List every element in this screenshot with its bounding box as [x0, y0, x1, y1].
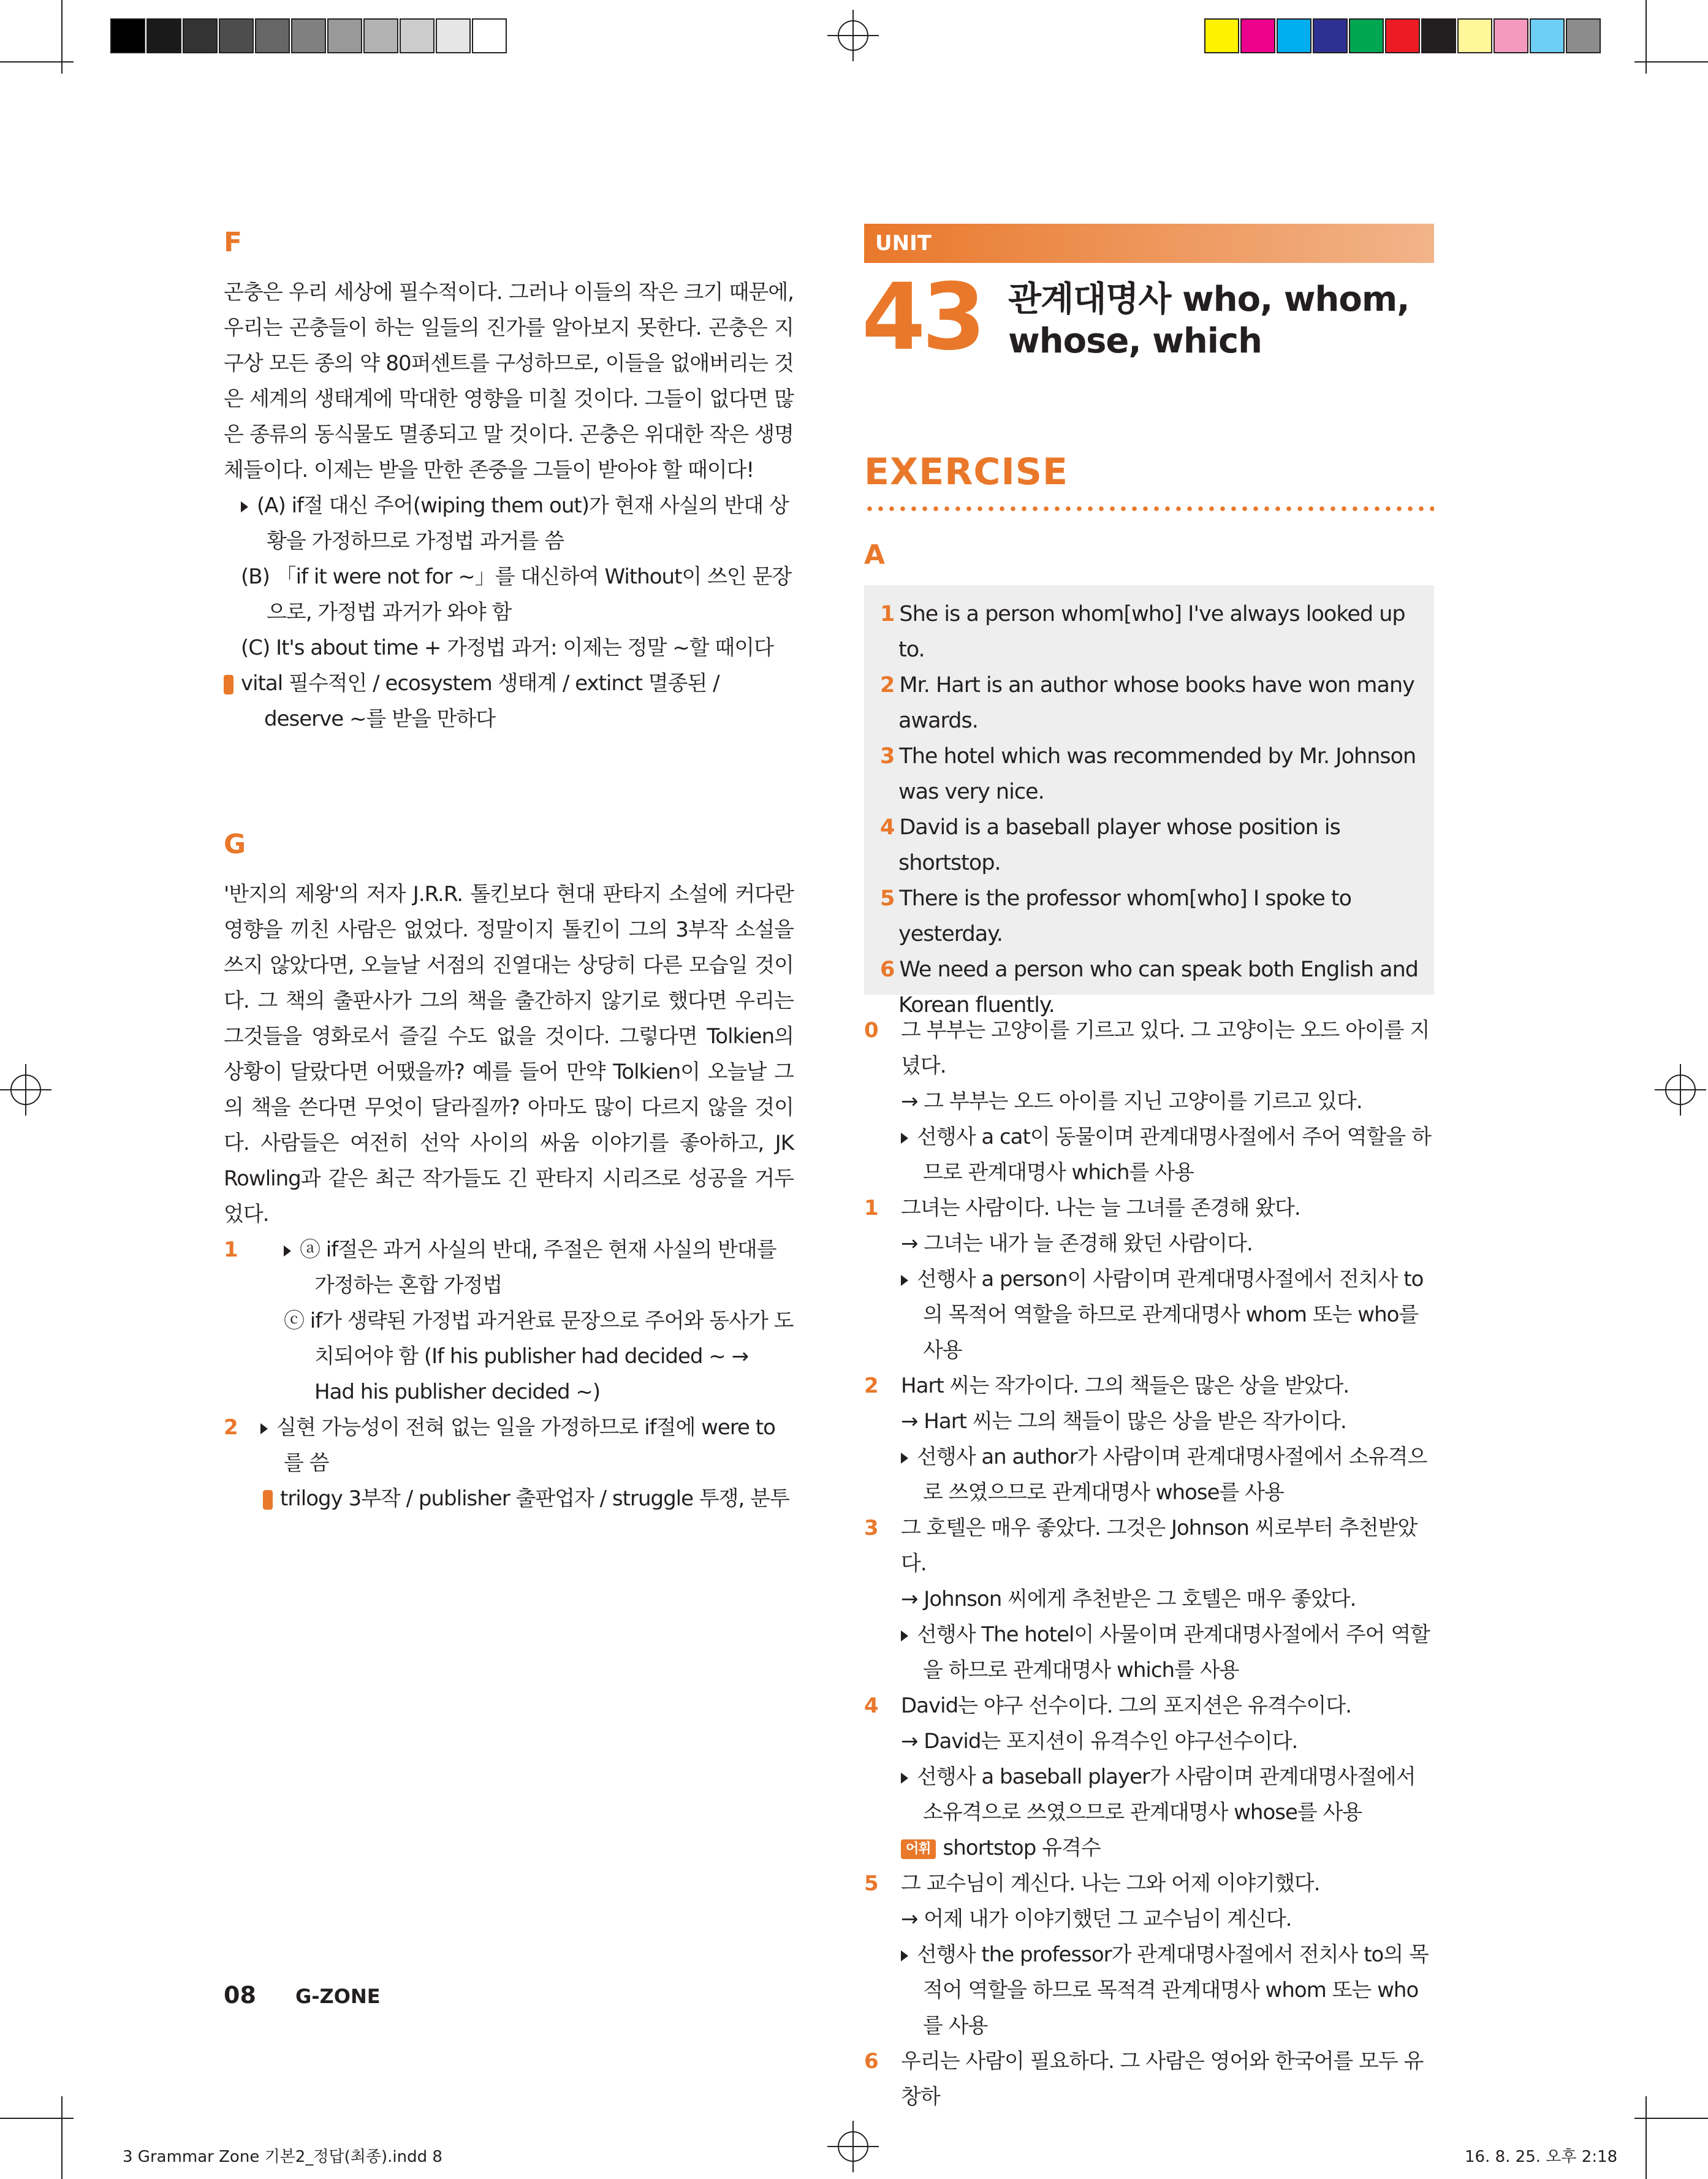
answer-text: She is a person whom[who] I've always looked up to.: [898, 602, 1405, 662]
section-g-item-1: [224, 1232, 794, 1410]
answer-item: [873, 810, 1423, 881]
explanation-number: 1: [864, 1196, 878, 1220]
answer-number: 3: [880, 744, 895, 769]
section-a-letter: A: [864, 539, 886, 571]
section-f-vocab: 어휘 vital 필수적인 / ecosystem 생태계 / extinct 멸종된 / deserve ~를 받을 만하다: [188, 671, 719, 731]
answer-number: 1: [880, 602, 895, 626]
color-swatch: [183, 18, 218, 53]
vocab-badge: 어휘: [224, 675, 233, 694]
answer-text: Mr. Hart is an author whose books have won many awards.: [898, 673, 1414, 733]
color-swatch-bar: [1204, 18, 1602, 53]
slug-timestamp: 16. 8. 25. 오후 2:18: [1465, 2148, 1618, 2166]
answer-number: 6: [880, 957, 895, 982]
registration-mark: [827, 2121, 879, 2172]
item-number: 1: [224, 1238, 238, 1262]
vocab-badge: 어휘: [263, 1490, 273, 1510]
explanations: [864, 1013, 1434, 2115]
combined-translation: → 그녀는 내가 늘 존경해 왔던 사람이다.: [901, 1231, 1253, 1256]
color-swatch: [1349, 18, 1384, 53]
item-1-a: ⓐ if절은 과거 사실의 반대, 주절은 현재 사실의 반대를 가정하는 혼합 가정법: [300, 1238, 776, 1298]
grammar-explanation: 선행사 a baseball player가 사람이며 관계대명사절에서 소유격으로 쓰였으므로 관계대명사 whose를 사용: [917, 1765, 1416, 1825]
crop-mark: [61, 0, 63, 74]
answer-box: [864, 585, 1434, 1017]
section-f-note-a: (A) if절 대신 주어(wiping them out)가 현재 사실의 반대 상황을 가정하므로 가정법 과거를 씀: [224, 488, 794, 559]
section-f-letter: F: [224, 227, 243, 258]
triangle-bullet-icon: [260, 1423, 268, 1434]
explanation-number: 2: [864, 1374, 878, 1398]
unit-banner: [864, 224, 1434, 263]
crop-mark: [0, 2118, 74, 2119]
color-swatch: [1421, 18, 1456, 53]
combined-translation: → 그 부부는 오드 아이를 지닌 고양이를 기르고 있다.: [901, 1089, 1362, 1114]
grammar-explanation: 선행사 a cat이 동물이며 관계대명사절에서 주어 역할을 하므로 관계대명사 which를 사용: [917, 1125, 1431, 1185]
triangle-bullet-icon: [284, 1245, 291, 1257]
grammar-explanation: 선행사 The hotel이 사물이며 관계대명사절에서 주어 역할을 하므로 관계대명사 which를 사용: [917, 1622, 1430, 1683]
explanation-number: 6: [864, 2049, 878, 2074]
color-swatch: [472, 18, 507, 53]
combined-translation: → Johnson 씨에게 추천받은 그 호텔은 매우 좋았다.: [901, 1587, 1356, 1611]
korean-sentences: Hart 씨는 작가이다. 그의 책들은 많은 상을 받았다.: [901, 1374, 1349, 1398]
crop-mark: [1645, 2096, 1647, 2179]
color-swatch: [1277, 18, 1311, 53]
triangle-bullet-icon: [901, 1773, 908, 1784]
combined-translation: → David는 포지션이 유격수인 야구선수이다.: [901, 1729, 1298, 1754]
color-swatch: [1240, 18, 1275, 53]
answer-number: 4: [880, 815, 895, 840]
page-number: 08: [224, 1982, 256, 2009]
combined-translation: → 어제 내가 이야기했던 그 교수님이 계신다.: [901, 1907, 1292, 1931]
explanation-number: 0: [864, 1018, 878, 1043]
korean-sentences: 우리는 사람이 필요하다. 그 사람은 영어와 한국어를 모두 유창하: [901, 2049, 1424, 2109]
explanation-item: [864, 1368, 1434, 1510]
explanation-number: 5: [864, 1871, 878, 1896]
color-swatch: [219, 18, 254, 53]
explanation-number: 4: [864, 1694, 878, 1718]
color-swatch: [436, 18, 471, 53]
section-g-item-2: [224, 1410, 794, 1516]
slug-filename: 3 Grammar Zone 기본2_정답(최종).indd 8: [123, 2148, 442, 2166]
answer-text: We need a person who can speak both English and Korean fluently.: [898, 957, 1419, 1017]
triangle-bullet-icon: [901, 1630, 908, 1641]
item-1-c: ⓒ if가 생략된 가정법 과거완료 문장으로 주어와 동사가 도치되어야 함 (If his publisher had decided ~ → Had his publisher decided ~): [284, 1309, 794, 1404]
color-swatch: [1385, 18, 1420, 53]
section-g-vocab: trilogy 3부작 / publisher 출판업자 / struggle 투쟁, 분투: [280, 1486, 789, 1511]
grammar-explanation: 선행사 the professor가 관계대명사절에서 전치사 to의 목적어 역할을 하므로 목적격 관계대명사 whom 또는 who를 사용: [917, 1942, 1429, 2038]
color-swatch: [1204, 18, 1239, 53]
unit-label: UNIT: [875, 231, 932, 256]
registration-mark: [0, 1064, 51, 1116]
section-f-note-c: (C) It's about time + 가정법 과거: 이제는 정말 ~할 때이다: [241, 636, 773, 660]
combined-translation: → Hart 씨는 그의 책들이 많은 상을 받은 작가이다.: [901, 1409, 1346, 1434]
color-swatch: [146, 18, 181, 53]
explanation-item: [864, 1688, 1434, 1866]
section-f-note-b: (B) 「if it were not for ~」를 대신하여 Without이 쓰인 문장으로, 가정법 과거가 와야 함: [241, 565, 792, 625]
explanation-item: [864, 2044, 1434, 2115]
answer-text: The hotel which was recommended by Mr. Johnson was very nice.: [898, 744, 1416, 804]
korean-sentences: 그 부부는 고양이를 기르고 있다. 그 고양이는 오드 아이를 지녔다.: [901, 1018, 1430, 1078]
section-g-paragraph: '반지의 제왕'의 저자 J.R.R. 톨킨보다 현대 판타지 소설에 커다란 영향을 끼친 사람은 없었다. 정말이지 톨킨이 그의 3부작 소설을 쓰지 않았다면, 오늘날 서점의 진열대는 상당히 다른 모습일 것이다. 그 책의 출판사가 그의 책을 출간하지 않기로 했다면 우리는 그것들을 영화로서 즐길 수도 없을 것이다. 그렇다면 Tolkien의 상황이 달랐다면 어땠을까? 예를 들어 만약 Tolkien이 오늘날 그의 책을 쓴다면 무엇이 달라질까? 아마도 많이 다르지 않을 것이다. 사람들은 여전히 선악 사이의 싸움 이야기를 좋아하고, JK Rowling과 같은 최근 작가들도 긴 판타지 시리즈로 성공을 거두었다.: [224, 882, 794, 1226]
color-swatch: [1457, 18, 1492, 53]
section-g-letter: G: [224, 829, 246, 860]
answer-item: [873, 667, 1423, 739]
color-swatch: [1566, 18, 1601, 53]
triangle-bullet-icon: [901, 1275, 908, 1286]
exercise-heading: EXERCISE: [864, 451, 1068, 493]
explanation-item: [864, 1866, 1434, 2044]
crop-mark: [1634, 2118, 1708, 2119]
color-swatch: [110, 18, 145, 53]
registration-mark: [827, 10, 879, 61]
triangle-bullet-icon: [901, 1453, 908, 1464]
section-f-paragraph: 곤충은 우리 세상에 필수적이다. 그러나 이들의 작은 크기 때문에, 우리는 곤충들이 하는 일들의 진가를 알아보지 못한다. 곤충은 지구상 모든 종의 약 80퍼센트를 구성하므로, 이들을 없애버리는 것은 세계의 생태계에 막대한 영향을 미칠 것이다. 그들이 없다면 많은 종류의 동식물도 멸종되고 말 것이다. 곤충은 위대한 작은 생명체들이다. 이제는 받을 만한 존중을 그들이 받아야 할 때이다!: [224, 280, 794, 482]
vocab-badge: 어휘: [901, 1839, 936, 1859]
answer-text: There is the professor whom[who] I spoke to yesterday.: [898, 886, 1351, 946]
color-swatch: [1530, 18, 1565, 53]
explanation-item: [864, 1510, 1434, 1688]
unit-title: 관계대명사 who, whom, whose, which: [1008, 280, 1410, 361]
answer-number: 2: [880, 673, 895, 698]
crop-mark: [61, 2096, 63, 2179]
dotted-divider: [864, 506, 1434, 512]
color-swatch: [363, 18, 398, 53]
answer-item: [873, 596, 1423, 667]
answer-item: [873, 881, 1423, 952]
left-column: [188, 227, 794, 1516]
color-swatch: [327, 18, 362, 53]
registration-mark: [1655, 1064, 1706, 1116]
item-number: 2: [224, 1415, 238, 1440]
unit-number: 43: [862, 264, 982, 371]
grammar-explanation: 선행사 an author가 사람이며 관계대명사절에서 소유격으로 쓰였으므로 관계대명사 whose를 사용: [917, 1445, 1427, 1505]
color-swatch: [1494, 18, 1528, 53]
gray-swatch-bar: [110, 18, 508, 53]
crop-mark: [0, 61, 74, 63]
footer-label: G-ZONE: [295, 1985, 381, 2008]
triangle-bullet-icon: [901, 1133, 908, 1144]
korean-sentences: 그 교수님이 계신다. 나는 그와 어제 이야기했다.: [901, 1871, 1320, 1896]
explanation-item: [864, 1013, 1434, 1190]
explanation-number: 3: [864, 1516, 878, 1540]
vocab-text: shortstop 유격수: [943, 1836, 1101, 1860]
answer-item: [873, 739, 1423, 810]
crop-mark: [1634, 61, 1708, 63]
color-swatch: [400, 18, 435, 53]
korean-sentences: David는 야구 선수이다. 그의 포지션은 유격수이다.: [901, 1694, 1352, 1718]
answer-text: David is a baseball player whose position is shortstop.: [898, 815, 1340, 875]
grammar-explanation: 선행사 a person이 사람이며 관계대명사절에서 전치사 to의 목적어 역할을 하므로 관계대명사 whom 또는 who를 사용: [917, 1267, 1424, 1363]
korean-sentences: 그녀는 사람이다. 나는 늘 그녀를 존경해 왔다.: [901, 1196, 1300, 1220]
color-swatch: [255, 18, 290, 53]
triangle-bullet-icon: [901, 1950, 908, 1961]
color-swatch: [1313, 18, 1348, 53]
color-swatch: [291, 18, 326, 53]
item-2-text: 실현 가능성이 전혀 없는 일을 가정하므로 if절에 were to를 씀: [276, 1415, 775, 1475]
triangle-bullet-icon: [241, 501, 248, 512]
explanation-item: [864, 1190, 1434, 1368]
korean-sentences: 그 호텔은 매우 좋았다. 그것은 Johnson 씨로부터 추천받았다.: [901, 1516, 1418, 1576]
crop-mark: [1645, 0, 1647, 74]
answer-number: 5: [880, 886, 895, 911]
